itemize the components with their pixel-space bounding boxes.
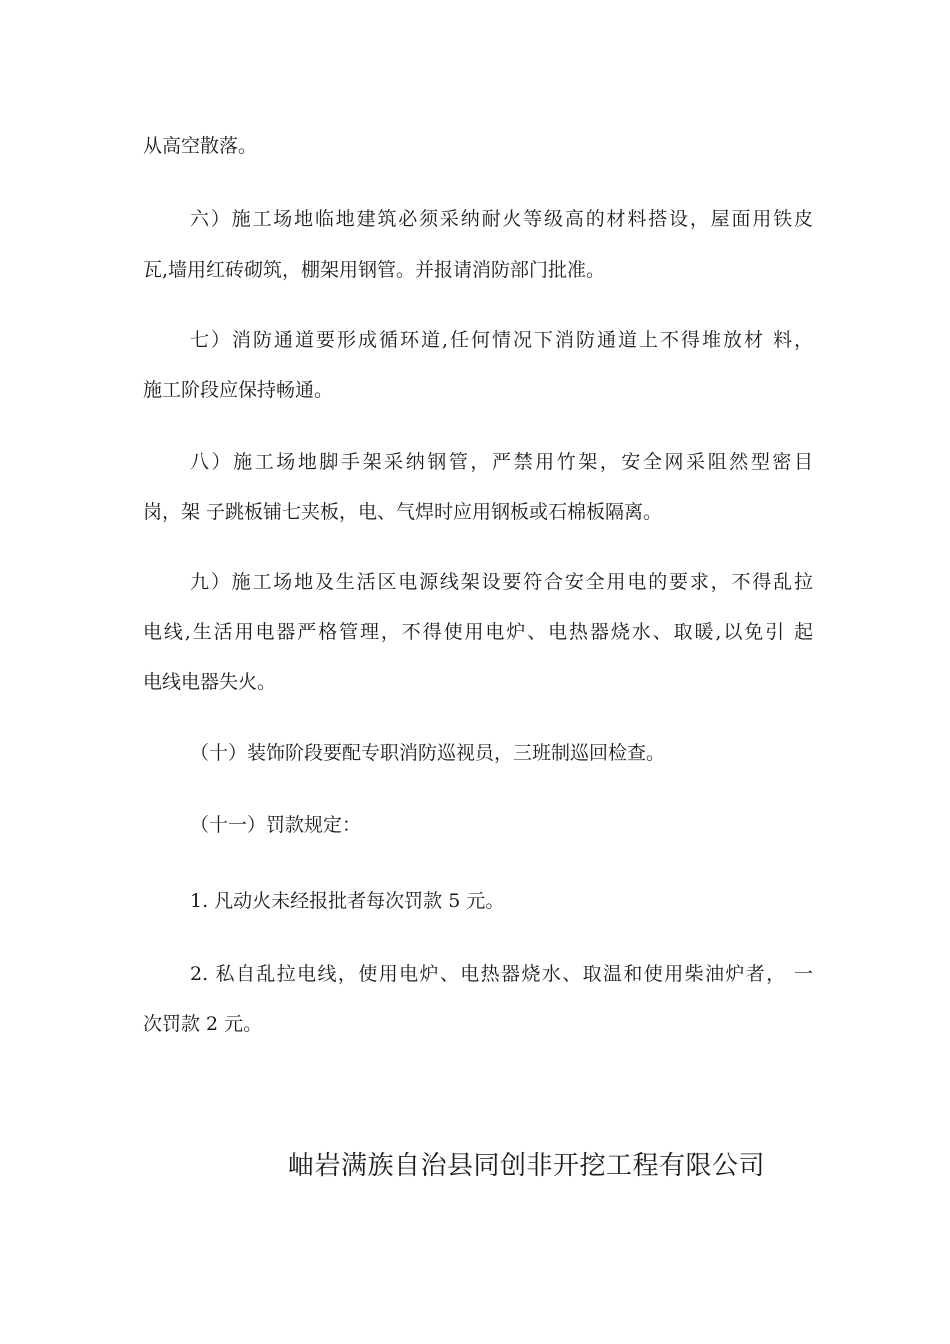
- list-item: 2. 私自乱拉电线，使用电炉、电热器烧水、取温和使用柴油炉者， 一: [190, 963, 813, 985]
- paragraph-line: 九）施工场地及生活区电源线架设要符合安全用电的要求，不得乱拉: [190, 571, 813, 593]
- paragraph-line: 七）消防通道要形成循环道,任何情况下消防通道上不得堆放材 料，: [190, 329, 813, 351]
- paragraph-line: 六）施工场地临地建筑必须采纳耐火等级高的材料搭设，屋面用铁皮: [190, 208, 813, 230]
- paragraph-line: 电线电器失火。: [143, 671, 277, 693]
- paragraph-line: （十一）罚款规定：: [190, 814, 362, 836]
- paragraph-line: 施工阶段应保持畅通。: [143, 379, 334, 401]
- paragraph-line: 电线,生活用电器严格管理，不得使用电炉、电热器烧水、取暖,以免引 起: [143, 621, 813, 643]
- list-item: 1. 凡动火未经报批者每次罚款 5 元。: [190, 890, 505, 912]
- paragraph-line: 八）施工场地脚手架采纳钢管，严禁用竹架，安全网采阻然型密目: [190, 451, 813, 473]
- paragraph-line: （十）装饰阶段要配专职消防巡视员，三班制巡回检查。: [190, 742, 666, 764]
- paragraph-line: 次罚款 2 元。: [143, 1013, 263, 1035]
- company-name: 岫岩满族自治县同创非开挖工程有限公司: [288, 1151, 766, 1181]
- paragraph-line: 岗，架 子跳板铺七夹板，电、气焊时应用钢板或石棉板隔离。: [143, 501, 663, 523]
- paragraph-line: 从高空散落。: [143, 135, 258, 157]
- paragraph-line: 瓦,墙用红砖砌筑，棚架用钢管。并报请消防部门批准。: [143, 259, 606, 281]
